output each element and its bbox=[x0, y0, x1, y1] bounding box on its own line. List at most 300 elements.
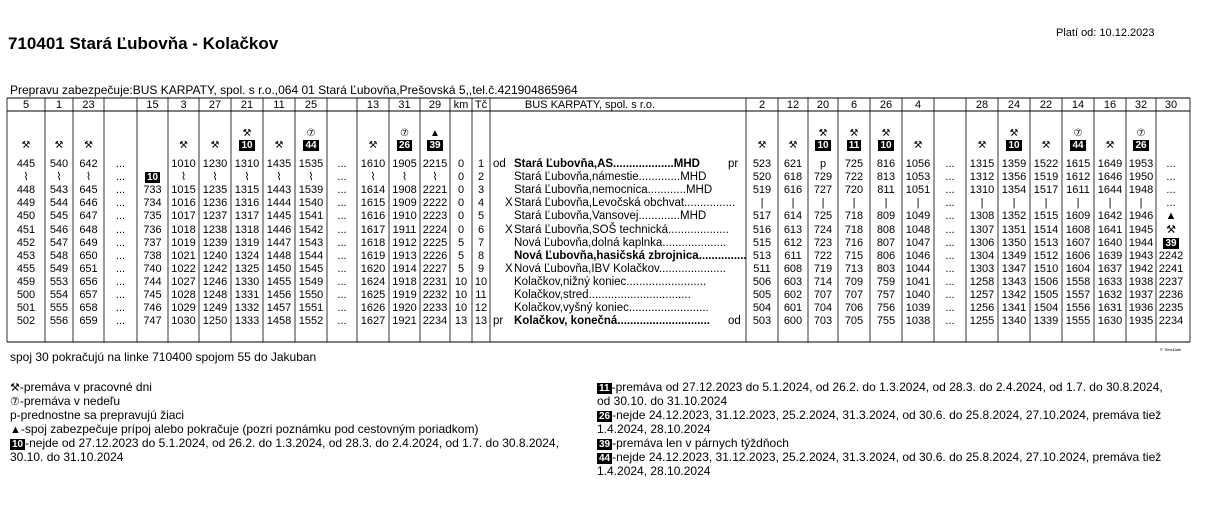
departure-time: 746 bbox=[143, 302, 162, 315]
stop-km: 10 bbox=[454, 275, 468, 288]
departure-time: 1444 bbox=[266, 197, 292, 210]
departure-time: 1310 bbox=[234, 158, 260, 170]
legend-symbol: ⑦ bbox=[10, 396, 20, 408]
departure-time: 1510 bbox=[1033, 262, 1059, 275]
departure-time: 722 bbox=[813, 249, 833, 262]
departure-time: 714 bbox=[813, 275, 833, 288]
departure-time: | bbox=[760, 197, 764, 210]
stop-name: Kolačkov,stred................................ bbox=[514, 289, 691, 301]
trip-number: 30 bbox=[1164, 99, 1178, 111]
departure-time: 1919 bbox=[392, 289, 417, 301]
legend-note bbox=[10, 437, 559, 450]
page-title: 710401 Stará Ľubovňa - Kolačkov bbox=[8, 34, 279, 53]
departure-time: 1040 bbox=[905, 289, 931, 301]
departure-time: 1236 bbox=[202, 197, 228, 210]
departure-time: 1354 bbox=[1001, 184, 1027, 197]
departure-time: 1945 bbox=[1128, 223, 1154, 236]
trip-number: 1 bbox=[55, 99, 63, 111]
departure-time: 1543 bbox=[298, 236, 324, 249]
departure-time: ... bbox=[115, 223, 126, 236]
departure-time: 1041 bbox=[905, 275, 931, 288]
legend-symbol: 26 bbox=[599, 411, 611, 422]
departure-time: 1937 bbox=[1128, 289, 1154, 301]
stop-km: 0 bbox=[457, 171, 465, 184]
departure-time: ... bbox=[945, 315, 955, 328]
departure-time: ... bbox=[115, 210, 126, 223]
departure-time: 1630 bbox=[1097, 315, 1123, 328]
departure-time: 1921 bbox=[392, 315, 417, 328]
departure-time: 1356 bbox=[1001, 171, 1027, 184]
stop-index: 1 bbox=[477, 158, 485, 170]
departure-time: 1030 bbox=[171, 315, 196, 328]
departure-time: ... bbox=[115, 171, 126, 184]
departure-time: 1617 bbox=[360, 223, 386, 236]
trip-number: 3 bbox=[180, 99, 187, 111]
trip-number: 28 bbox=[975, 99, 989, 111]
departure-time: 1350 bbox=[1001, 236, 1027, 249]
trip-symbol: ⚒ bbox=[210, 140, 220, 151]
legend-note bbox=[597, 423, 710, 436]
legend-text: od 30.10. do 31.10.2024 bbox=[597, 394, 728, 408]
departure-time: 1631 bbox=[1097, 302, 1123, 315]
departure-time: 544 bbox=[49, 197, 69, 210]
departure-time: 1351 bbox=[1001, 223, 1027, 236]
stop-name: Nová Ľubovňa,hasičská zbrojnica............... bbox=[514, 249, 747, 262]
departure-time: 2224 bbox=[422, 223, 448, 236]
departure-time: 448 bbox=[16, 184, 36, 197]
departure-time: 658 bbox=[79, 302, 98, 315]
departure-time: 736 bbox=[143, 223, 162, 236]
departure-time: 1028 bbox=[171, 289, 196, 301]
departure-time: 502 bbox=[16, 315, 36, 328]
departure-time: ... bbox=[115, 158, 126, 170]
stop-name: Kolačkov,vyšný koniec......................... bbox=[514, 302, 709, 315]
departure-time: ... bbox=[337, 289, 347, 301]
departure-time: 1458 bbox=[266, 315, 292, 328]
departure-time: 549 bbox=[49, 262, 69, 275]
departure-time: ... bbox=[1166, 184, 1176, 197]
departure-time: ... bbox=[945, 223, 955, 236]
departure-time: 1051 bbox=[905, 184, 931, 197]
departure-time: 2222 bbox=[422, 197, 448, 210]
stop-index: 10 bbox=[474, 275, 488, 288]
departure-time: 1938 bbox=[1128, 275, 1154, 288]
departure-time: 737 bbox=[143, 236, 162, 249]
departure-time: 1258 bbox=[969, 275, 995, 288]
departure-time: 602 bbox=[783, 289, 803, 301]
departure-time: 1324 bbox=[234, 249, 260, 262]
departure-time: ... bbox=[337, 184, 347, 197]
restriction-badge: 26 bbox=[1135, 140, 1147, 151]
departure-time: 1505 bbox=[1033, 289, 1059, 301]
departure-time: 656 bbox=[79, 275, 98, 288]
stop-name: Stará Ľubovňa,AS...................MHD bbox=[514, 158, 700, 170]
departure-time: 511 bbox=[753, 262, 771, 275]
departure-time: 646 bbox=[79, 197, 98, 210]
departure-time: 1640 bbox=[1097, 236, 1123, 249]
departure-time: 506 bbox=[752, 275, 772, 288]
departure-time: 705 bbox=[844, 315, 864, 328]
departure-time: 735 bbox=[143, 210, 162, 223]
departure-time: | bbox=[884, 197, 888, 210]
departure-time: | bbox=[1108, 197, 1112, 210]
departure-time: 744 bbox=[143, 275, 162, 288]
departure-time: 603 bbox=[783, 275, 803, 288]
departure-time: 618 bbox=[783, 171, 803, 184]
departure-time: ... bbox=[115, 275, 126, 288]
departure-time: 1556 bbox=[1065, 302, 1091, 315]
departure-time: 733 bbox=[143, 184, 162, 197]
departure-time: 523 bbox=[752, 158, 772, 170]
departure-time: ... bbox=[1166, 158, 1176, 170]
stop-flag: pr bbox=[493, 315, 504, 328]
legend-symbol: 44 bbox=[599, 453, 611, 464]
departure-time: 2233 bbox=[422, 302, 448, 315]
departure-time: 1317 bbox=[234, 210, 260, 223]
departure-time: 1017 bbox=[171, 210, 196, 223]
departure-time: ⚒ bbox=[1166, 223, 1176, 236]
departure-time: 1343 bbox=[1001, 275, 1027, 288]
departure-time: 720 bbox=[844, 184, 864, 197]
departure-time: 1618 bbox=[360, 236, 386, 249]
departure-time: 1038 bbox=[905, 315, 931, 328]
departure-time: 556 bbox=[49, 315, 69, 328]
departure-time: ... bbox=[115, 315, 126, 328]
departure-time: 1242 bbox=[202, 262, 228, 275]
departure-time: 1644 bbox=[1097, 184, 1123, 197]
departure-time: 1522 bbox=[1033, 158, 1059, 170]
trip-number: 23 bbox=[82, 99, 95, 111]
stop-km: 13 bbox=[454, 315, 468, 328]
stop-index: 6 bbox=[477, 223, 485, 236]
stop-name: Stará Ľubovňa,Vansovej.............MHD bbox=[514, 210, 707, 223]
departure-time: 1913 bbox=[392, 249, 417, 262]
trip-number: 22 bbox=[1039, 99, 1053, 111]
departure-time: 1535 bbox=[298, 158, 324, 170]
departure-time: 813 bbox=[876, 171, 896, 184]
departure-time: ⌇ bbox=[56, 171, 62, 184]
restriction-badge: 39 bbox=[429, 140, 441, 151]
departure-time: 1550 bbox=[298, 289, 324, 301]
departure-time: 1948 bbox=[1128, 184, 1154, 197]
trip-symbol bbox=[231, 140, 263, 151]
stop-flag: od bbox=[728, 315, 741, 328]
departure-time: 612 bbox=[783, 236, 803, 249]
departure-time: 546 bbox=[49, 223, 69, 236]
departure-time: 1512 bbox=[1033, 249, 1059, 262]
stop-index: 11 bbox=[475, 289, 487, 301]
departure-time: 1044 bbox=[905, 262, 931, 275]
stop-index: 3 bbox=[477, 184, 485, 197]
trip-symbol: ⚒ bbox=[849, 128, 859, 139]
departure-time: 1342 bbox=[1001, 289, 1027, 301]
restriction-badge: 10 bbox=[1008, 140, 1020, 151]
departure-time: 1339 bbox=[1033, 315, 1059, 328]
departure-time: ... bbox=[945, 289, 955, 301]
departure-time: 657 bbox=[79, 289, 98, 301]
departure-time: ... bbox=[945, 275, 955, 288]
departure-time: ... bbox=[115, 184, 126, 197]
trip-symbol: ▲ bbox=[430, 128, 440, 139]
departure-time: 1048 bbox=[905, 223, 931, 236]
departure-time: 1944 bbox=[1128, 236, 1154, 249]
trip-number: 2 bbox=[758, 99, 766, 111]
departure-time: 1542 bbox=[298, 223, 324, 236]
departure-time: 1936 bbox=[1128, 302, 1154, 315]
departure-time: 1905 bbox=[392, 158, 417, 170]
departure-time: 553 bbox=[49, 275, 69, 288]
departure-time: 723 bbox=[813, 236, 833, 249]
departure-time: 703 bbox=[813, 315, 833, 328]
trip-symbol: ⚒ bbox=[242, 128, 252, 139]
departure-time: 1551 bbox=[298, 302, 324, 315]
stop-name: Nová Ľubovňa,dolná kaplnka.................... bbox=[514, 236, 727, 249]
departure-time: 756 bbox=[876, 302, 896, 315]
departure-time: 2221 bbox=[422, 184, 448, 197]
departure-time: 1307 bbox=[969, 223, 995, 236]
departure-time: 1513 bbox=[1033, 236, 1059, 249]
departure-time: ... bbox=[337, 236, 347, 249]
departure-time: 520 bbox=[752, 171, 772, 184]
trip-symbol bbox=[295, 140, 327, 151]
departure-time: 1240 bbox=[202, 249, 228, 262]
trip-symbol: ⚒ bbox=[368, 140, 378, 151]
departure-time: 1019 bbox=[171, 236, 196, 249]
departure-time: 2227 bbox=[422, 262, 448, 275]
continuation-note: spoj 30 pokračujú na linke 710400 spojom 55 do Jakuban bbox=[10, 350, 317, 364]
departure-time: 718 bbox=[844, 223, 864, 236]
departure-time: ... bbox=[945, 249, 955, 262]
departure-time: 734 bbox=[143, 197, 162, 210]
departure-time: ... bbox=[945, 210, 955, 223]
departure-time: ... bbox=[115, 236, 126, 249]
departure-time: ... bbox=[945, 197, 955, 210]
departure-time: 540 bbox=[49, 158, 69, 170]
stop-index: 2 bbox=[477, 171, 485, 184]
stop-flag: X bbox=[505, 223, 513, 236]
restriction-badge: 39 bbox=[1165, 237, 1177, 249]
restriction-badge: 44 bbox=[305, 140, 317, 151]
departure-time: 1626 bbox=[360, 302, 386, 315]
legend-text: -nejde 24.12.2023, 31.12.2023, 25.2.2024, 31.3.2024, od 30.6. do 25.8.2024, 27.10.2024, premáva tiež bbox=[612, 408, 1162, 422]
departure-time: 650 bbox=[79, 249, 98, 262]
departure-time: 614 bbox=[783, 210, 803, 223]
departure-time: 1609 bbox=[1065, 210, 1091, 223]
trip-number: 4 bbox=[914, 99, 922, 111]
departure-time: 722 bbox=[844, 171, 864, 184]
departure-time: p bbox=[819, 158, 827, 170]
departure-time: 1235 bbox=[202, 184, 228, 197]
departure-time: 811 bbox=[877, 184, 895, 197]
departure-time: 1633 bbox=[1097, 275, 1123, 288]
departure-time: 517 bbox=[752, 210, 772, 223]
departure-time: 2231 bbox=[422, 275, 448, 288]
departure-time: 1611 bbox=[1066, 184, 1090, 197]
departure-time: 451 bbox=[16, 223, 36, 236]
departure-time: 1935 bbox=[1128, 315, 1154, 328]
departure-time: 455 bbox=[16, 262, 36, 275]
legend-text: -spoj zabezpečuje prípoj alebo pokračuje (pozri poznámku pod cestovným poriadkom) bbox=[20, 422, 479, 436]
departure-time: ⌇ bbox=[85, 171, 92, 184]
legend-symbol: 39 bbox=[599, 439, 611, 450]
trip-symbol: ⑦ bbox=[1136, 128, 1146, 139]
restriction-badge: 44 bbox=[1072, 140, 1084, 151]
departure-time: 1306 bbox=[969, 236, 995, 249]
departure-time: 738 bbox=[143, 249, 162, 262]
departure-time: ... bbox=[337, 249, 347, 262]
departure-time: 1506 bbox=[1033, 275, 1059, 288]
stop-km: 0 bbox=[457, 210, 465, 223]
departure-time: 647 bbox=[79, 210, 98, 223]
legend-text: -premáva v nedeľu bbox=[19, 394, 121, 408]
trip-number: 24 bbox=[1007, 99, 1021, 111]
departure-time: 1347 bbox=[1001, 262, 1027, 275]
departure-time: 1909 bbox=[392, 197, 417, 210]
departure-time: 718 bbox=[844, 210, 864, 223]
stop-index: 7 bbox=[477, 236, 485, 249]
departure-time: 1642 bbox=[1097, 210, 1123, 223]
departure-time: ... bbox=[945, 171, 955, 184]
departure-time: 1953 bbox=[1128, 158, 1154, 170]
departure-time: | bbox=[916, 197, 920, 210]
trip-symbol: ⚒ bbox=[21, 140, 31, 151]
trip-symbol bbox=[998, 140, 1030, 151]
departure-time: 519 bbox=[752, 184, 772, 197]
departure-time: 1352 bbox=[1001, 210, 1027, 223]
stop-km: 10 bbox=[454, 289, 468, 301]
stop-km: 0 bbox=[457, 197, 465, 210]
departure-time: 616 bbox=[783, 184, 803, 197]
trip-symbol: ⚒ bbox=[1041, 140, 1051, 151]
trip-number: 15 bbox=[146, 99, 159, 111]
departure-time: ... bbox=[115, 197, 126, 210]
trip-symbol: ⚒ bbox=[179, 140, 188, 151]
departure-time: 1315 bbox=[234, 184, 260, 197]
departure-time: 1316 bbox=[234, 197, 260, 210]
departure-time: 1637 bbox=[1097, 262, 1123, 275]
trip-number: 14 bbox=[1071, 99, 1085, 111]
departure-time: 807 bbox=[876, 236, 896, 249]
departure-time: 1912 bbox=[392, 236, 417, 249]
departure-time: 719 bbox=[813, 262, 833, 275]
departure-time: | bbox=[821, 197, 825, 210]
departure-time: | bbox=[791, 197, 795, 210]
stop-name: Stará Ľubovňa,námestie.............MHD bbox=[514, 171, 707, 184]
departure-time: 1545 bbox=[298, 262, 324, 275]
trip-symbol: ⚒ bbox=[1009, 128, 1019, 139]
stop-index: 5 bbox=[477, 210, 485, 223]
legend-note bbox=[597, 451, 1161, 464]
departure-time: 501 bbox=[16, 302, 36, 315]
departure-time: 545 bbox=[49, 210, 69, 223]
departure-time: 745 bbox=[143, 289, 162, 301]
departure-time: 1340 bbox=[1001, 315, 1027, 328]
departure-time: ... bbox=[945, 184, 955, 197]
departure-time: 1312 bbox=[969, 171, 995, 184]
departure-time: 1539 bbox=[298, 184, 324, 197]
departure-time: 1443 bbox=[266, 184, 292, 197]
departure-time: 1604 bbox=[1065, 262, 1091, 275]
departure-time: 1908 bbox=[392, 184, 417, 197]
departure-time: 453 bbox=[16, 249, 36, 262]
departure-time: 1641 bbox=[1097, 223, 1123, 236]
legend-note bbox=[597, 381, 1163, 394]
departure-time: 2234 bbox=[422, 315, 448, 328]
trip-number: 6 bbox=[850, 99, 858, 111]
departure-time: 613 bbox=[783, 223, 803, 236]
trip-symbol: ⚒ bbox=[757, 140, 767, 151]
trip-symbol: ⑦ bbox=[400, 128, 409, 139]
trip-symbol: ⚒ bbox=[1105, 140, 1115, 151]
stop-flag: X bbox=[505, 197, 513, 210]
departure-time: 2225 bbox=[422, 236, 448, 249]
stop-flag: pr bbox=[728, 158, 739, 170]
departure-time: 803 bbox=[876, 262, 896, 275]
departure-time: 547 bbox=[49, 236, 69, 249]
trip-number: 12 bbox=[786, 99, 800, 111]
stop-name: Stará Ľubovňa,Levočská obchvat................ bbox=[514, 197, 736, 210]
departure-time: 2234 bbox=[1158, 315, 1184, 328]
trip-symbol: ⑦ bbox=[306, 128, 316, 139]
departure-time: 1053 bbox=[905, 171, 931, 184]
departure-time: 2236 bbox=[1158, 289, 1184, 301]
tc-header: Tč bbox=[474, 99, 488, 111]
legend-note bbox=[10, 409, 184, 422]
departure-time: 1331 bbox=[234, 289, 260, 301]
departure-time: 1615 bbox=[360, 197, 386, 210]
stop-index: 8 bbox=[477, 249, 485, 262]
trip-number: 21 bbox=[240, 99, 254, 111]
departure-time: 1649 bbox=[1097, 158, 1123, 170]
departure-time: 459 bbox=[16, 275, 36, 288]
departure-time: 1624 bbox=[360, 275, 386, 288]
legend-symbol: ▲ bbox=[10, 424, 21, 436]
trip-number: 32 bbox=[1134, 99, 1148, 111]
stop-index: 13 bbox=[474, 315, 488, 328]
departure-time: | bbox=[980, 197, 984, 210]
departure-time: 554 bbox=[49, 289, 69, 301]
departure-time: 611 bbox=[784, 249, 802, 262]
departure-time: 1325 bbox=[234, 262, 260, 275]
departure-time: 707 bbox=[813, 289, 833, 301]
departure-time: 1022 bbox=[171, 262, 196, 275]
trip-number: 20 bbox=[816, 99, 830, 111]
departure-time: 759 bbox=[876, 275, 896, 288]
departure-time: 504 bbox=[752, 302, 772, 315]
departure-time: 1946 bbox=[1128, 210, 1154, 223]
departure-time: 1632 bbox=[1097, 289, 1123, 301]
departure-time: 649 bbox=[79, 236, 98, 249]
departure-time: 1330 bbox=[234, 275, 260, 288]
departure-time: 2223 bbox=[422, 210, 448, 223]
stop-name: Kolačkov, konečná............................. bbox=[514, 315, 710, 328]
departure-time: 543 bbox=[49, 184, 69, 197]
departure-time: 1608 bbox=[1065, 223, 1091, 236]
departure-time: 1920 bbox=[392, 302, 417, 315]
legend-text: -premáva od 27.12.2023 do 5.1.2024, od 26.2. do 1.3.2024, od 28.3. do 2.4.2024, od 1.7. do 30.8.2024, bbox=[611, 380, 1163, 394]
departure-time: 1910 bbox=[392, 210, 417, 223]
departure-time: 503 bbox=[752, 315, 772, 328]
departure-time: 2226 bbox=[422, 249, 448, 262]
departure-time: 1256 bbox=[969, 302, 995, 315]
departure-time: 449 bbox=[16, 197, 36, 210]
departure-time: 2235 bbox=[1158, 302, 1184, 315]
departure-time: | bbox=[1044, 197, 1048, 210]
stop-km: 5 bbox=[457, 262, 465, 275]
departure-time: 555 bbox=[49, 302, 69, 315]
departure-time: 648 bbox=[79, 223, 98, 236]
departure-time: 1319 bbox=[234, 236, 260, 249]
